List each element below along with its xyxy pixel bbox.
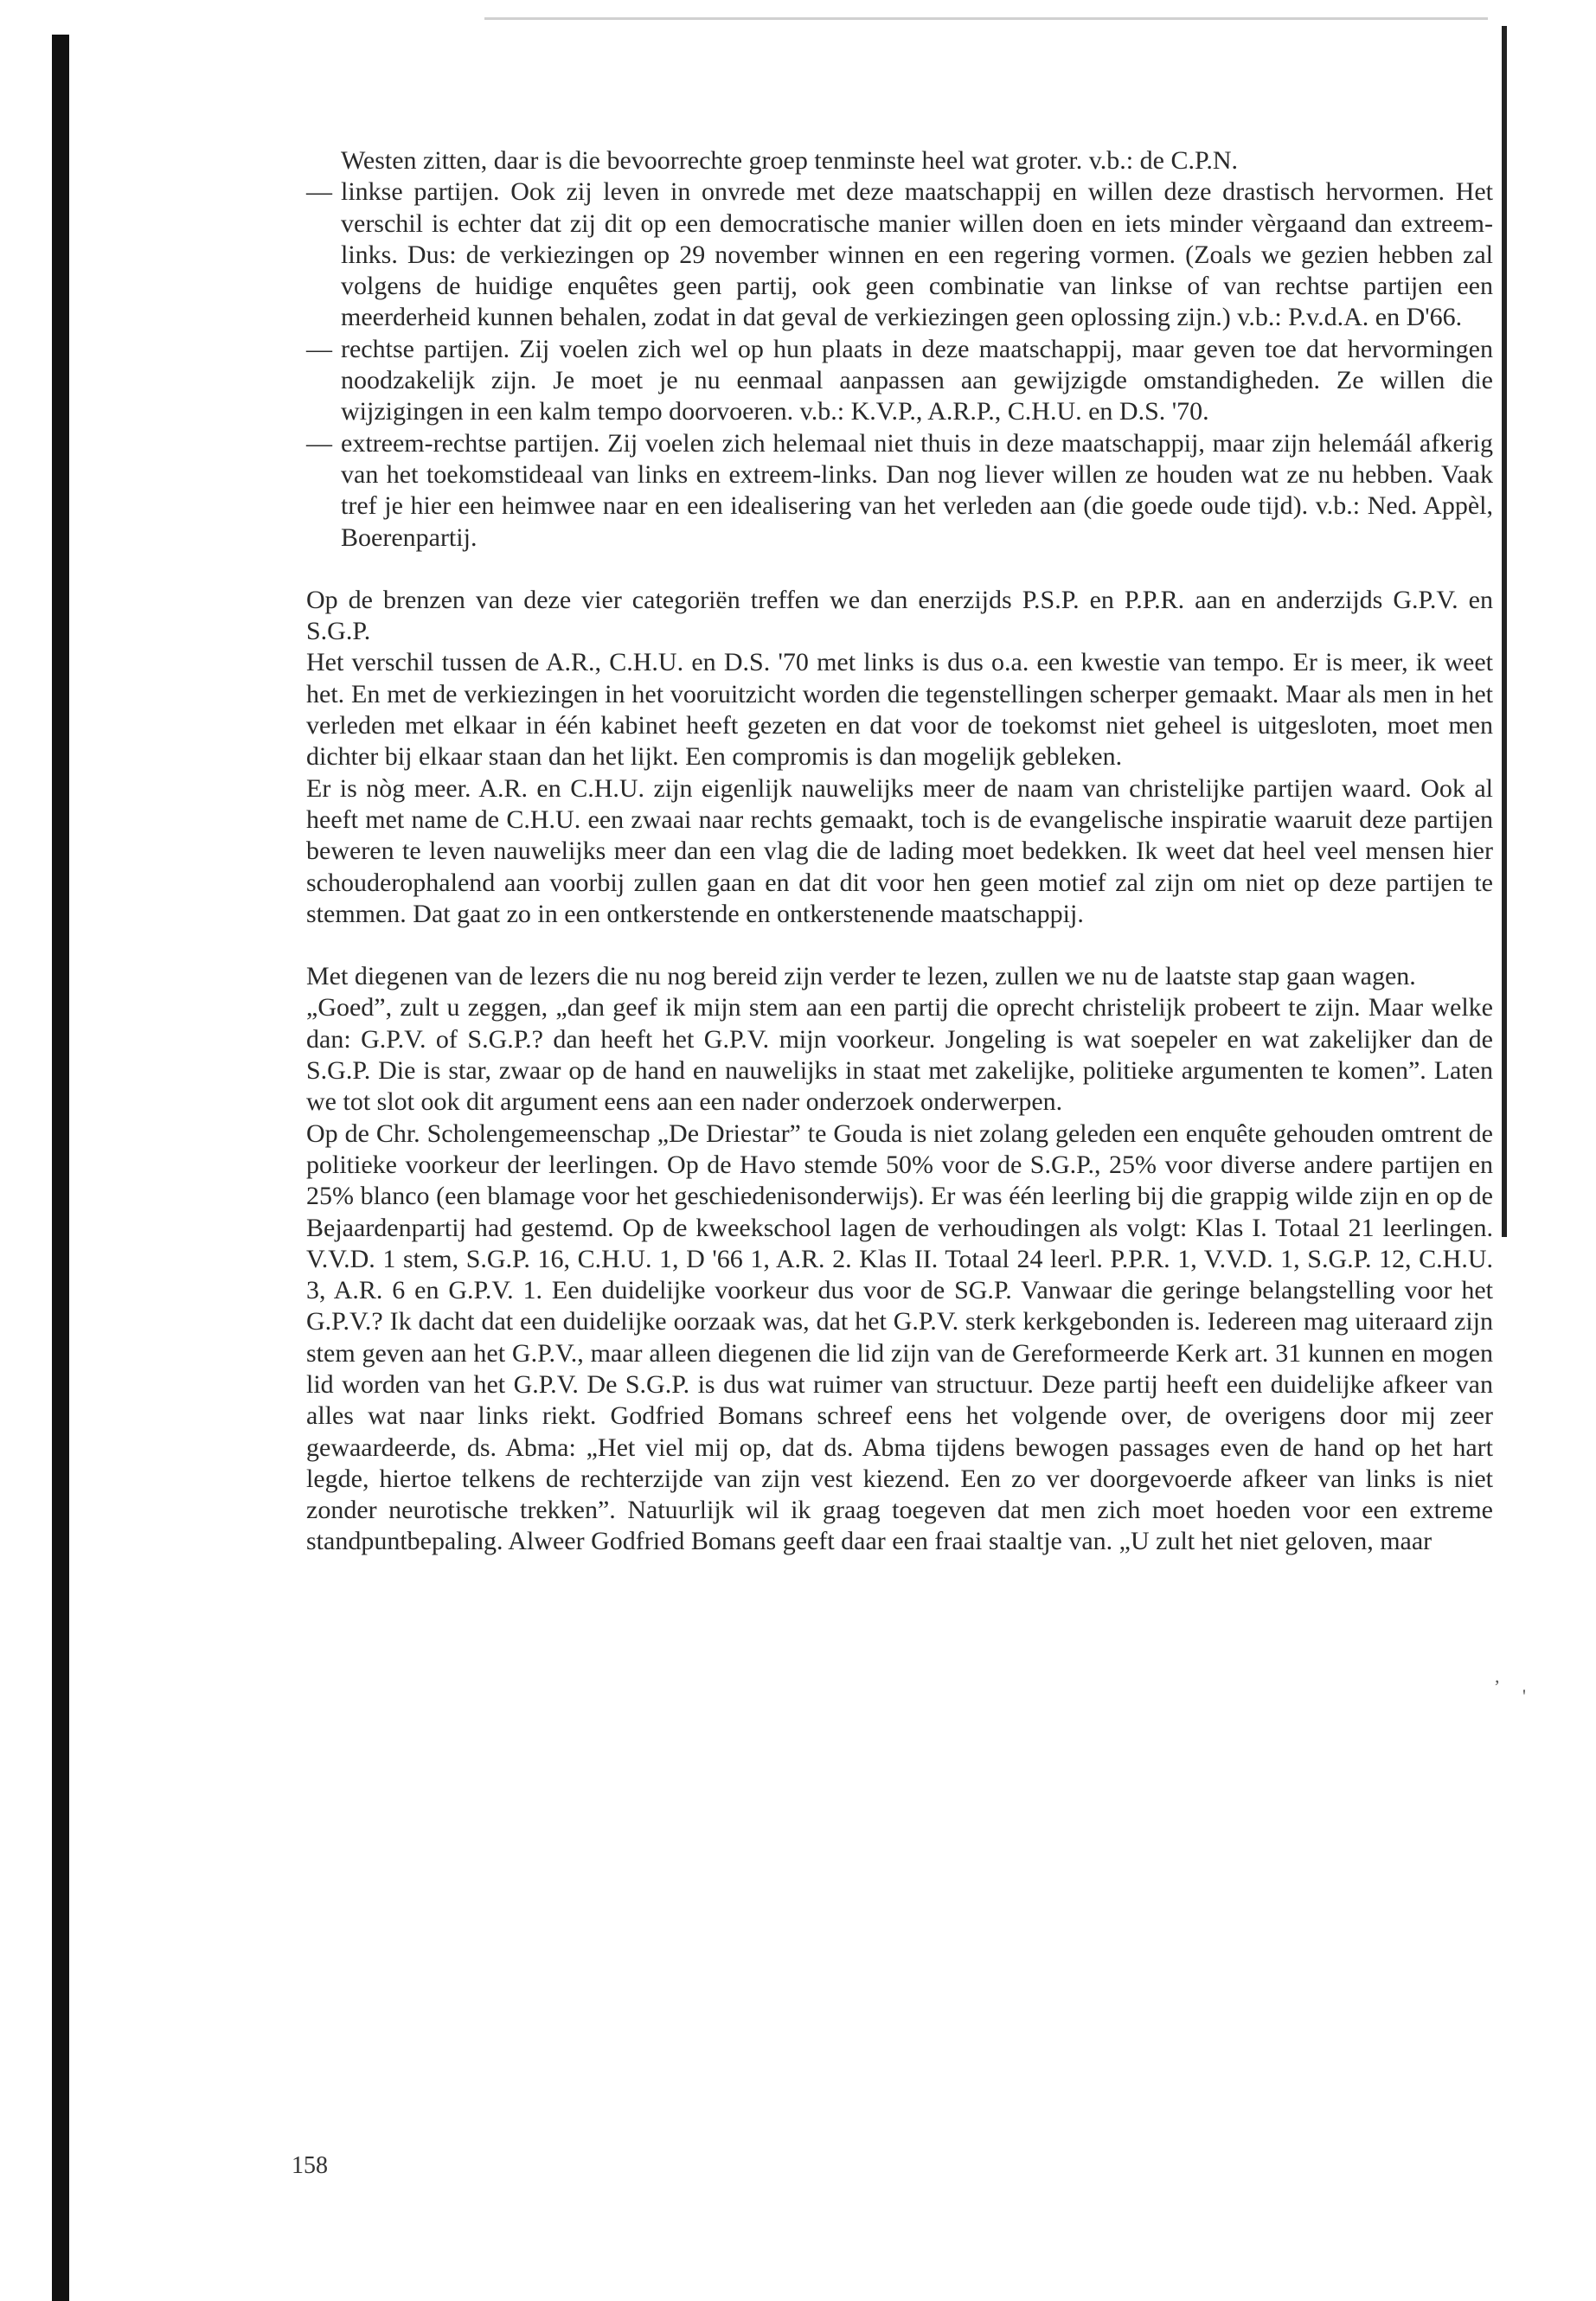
paragraph: „Goed”, zult u zeggen, „dan geef ik mijn stem aan een partij die oprecht christelijk probeert te zijn. Maar welke dan: G.P.V. of S.G.P.? dan heeft het G.P.V. mijn voorkeur. Jongeling is wat soepeler en wat zakelijker dan de S.G.P. Die is star, zwaar op de hand en nauwelijks in staat met zakelijke, politieke argumenten te komen”. Laten we tot slot ook dit argument eens aan een nader onderzoek onderwerpen. [306,993,1493,1117]
paragraph-gap [306,930,1493,961]
scan-edge-top [484,17,1488,20]
paragraph: Er is nòg meer. A.R. en C.H.U. zijn eigenlijk nauwelijks meer de naam van christelijke partijen waard. Ook al heeft met name de C.H.U. een zwaai naar rechts gemaakt, toch is de evangelische inspiratie waaruit deze partijen beweren te leven nauwelijks meer dan een vlag die de lading moet bedekken. Ik weet dat heel veel mensen hier schouderophalend aan voorbij zullen gaan en dat dit voor hen geen motief zal zijn om niet op deze partijen te stemmen. Dat gaat zo in een ontkerstende en ontkerstenende maatschappij. [306,773,1493,928]
scan-edge-right [1502,26,1507,1237]
scan-edge-left [52,35,69,2301]
paragraph: Op de brenzen van deze vier categoriën treffen we dan enerzijds P.S.P. en P.P.R. aan en anderzijds G.P.V. en S.G.P. [306,585,1493,646]
list-item-text: linkse partijen. Ook zij leven in onvrede met deze maatschappij en willen deze drastisch hervormen. Het verschil is echter dat zij dit op een democratische manier willen doen en iets minder vèrgaand dan extreem-links. Dus: de verkiezingen op 29 november winnen en een regering vormen. (Zoals we gezien hebben zal volgens de huidige enquêtes geen partij, ook geen combinatie van linkse of van rechtse partijen een meerderheid kunnen behalen, zodat in dat geval de verkiezingen geen oplossing zijn.) v.b.: P.v.d.A. en D'66. [341,177,1493,332]
paragraph: Met diegenen van de lezers die nu nog bereid zijn verder te lezen, zullen we nu de laatste stap gaan wagen. [306,962,1416,991]
dash-marker: — [306,334,332,363]
page-number: 158 [292,2152,328,2179]
dash-marker: — [306,428,332,458]
text-column [306,145,1493,1558]
intro-text: Westen zitten, daar is die bevoorrechte groep tenminste heel wat groter. v.b.: de C.P.N. [341,146,1238,175]
margin-mark: ' [1522,1685,1526,1707]
margin-mark: , [1495,1665,1500,1687]
list-item-text: rechtse partijen. Zij voelen zich wel op hun plaats in deze maatschappij, maar geven toe dat hervormingen noodzakelijk zijn. Je moet je nu eenmaal aanpassen aan gewijzigde omstandigheden. Ze willen die wijzigingen in een kalm tempo doorvoeren. v.b.: K.V.P., A.R.P., C.H.U. en D.S. '70. [341,334,1493,426]
list-item-text: extreem-rechtse partijen. Zij voelen zich helemaal niet thuis in deze maatschappij, maar zijn helemáál afkerig van het toekomstideaal van links en extreem-links. Dan nog liever willen ze houden wat ze nu hebben. Vaak tref je hier een heimwee naar en een idealisering van het verleden aan (die goede oude tijd). v.b.: Ned. Appèl, Boerenpartij. [341,428,1493,552]
paragraph-gap [306,554,1493,585]
list-item [306,334,1493,428]
dash-marker: — [306,177,332,207]
paragraph: Het verschil tussen de A.R., C.H.U. en D.S. '70 met links is dus o.a. een kwestie van tempo. Er is meer, ik weet het. En met de verkiezingen in het vooruitzicht worden die tegenstellingen scherper gemaakt. Maar als men in het verleden met elkaar in één kabinet heeft gezeten en dat voor de toekomst niet geheel is uitgesloten, moet men dichter bij elkaar staan dan het lijkt. Een compromis is dan mogelijk gebleken. [306,648,1493,772]
list-item [306,176,1493,333]
list-item [306,428,1493,554]
paragraph: Op de Chr. Scholengemeenschap „De Driestar” te Gouda is niet zolang geleden een enquête gehouden omtrent de politieke voorkeur der leerlingen. Op de Havo stemde 50% voor de S.G.P., 25% voor diverse andere partijen en 25% blanco (een blamage voor het geschiedenisonderwijs). Er was één leerling bij die grappig wilde zijn en op de Bejaardenpartij had gestemd. Op de kweekschool lagen de verhoudingen als volgt: Klas I. Totaal 21 leerlingen. V.V.D. 1 stem, S.G.P. 16, C.H.U. 1, D '66 1, A.R. 2. Klas II. Totaal 24 leerl. P.P.R. 1, V.V.D. 1, S.G.P. 12, C.H.U. 3, A.R. 6 en G.P.V. 1. Een duidelijke voorkeur dus voor de SG.P. Vanwaar die geringe belangstelling voor het G.P.V.? Ik dacht dat een duidelijke oorzaak was, dat het G.P.V. sterk kerkgebonden is. Iedereen mag uiteraard zijn stem geven aan het G.P.V., maar alleen diegenen die lid zijn van de Gereformeerde Kerk art. 31 kunnen en mogen lid worden van het G.P.V. De S.G.P. is dus wat ruimer van structuur. Deze partij heeft een duidelijke afkeer van alles wat naar links riekt. Godfried Bomans schreef eens het volgende over, de overigens door mij zeer gewaardeerde, ds. Abma: „Het viel mij op, dat ds. Abma tijdens bewogen passages even de hand op het hart legde, hiertoe telkens de rechterzijde van zijn vest kiezend. Een zo ver doorgevoerde afkeer van links is niet zonder neurotische trekken”. Natuurlijk wil ik graag toegeven dat men zich moet hoeden voor een extreme standpuntbepaling. Alweer Godfried Bomans geeft daar een fraai staaltje van. „U zult het niet geloven, maar [306,1118,1493,1556]
